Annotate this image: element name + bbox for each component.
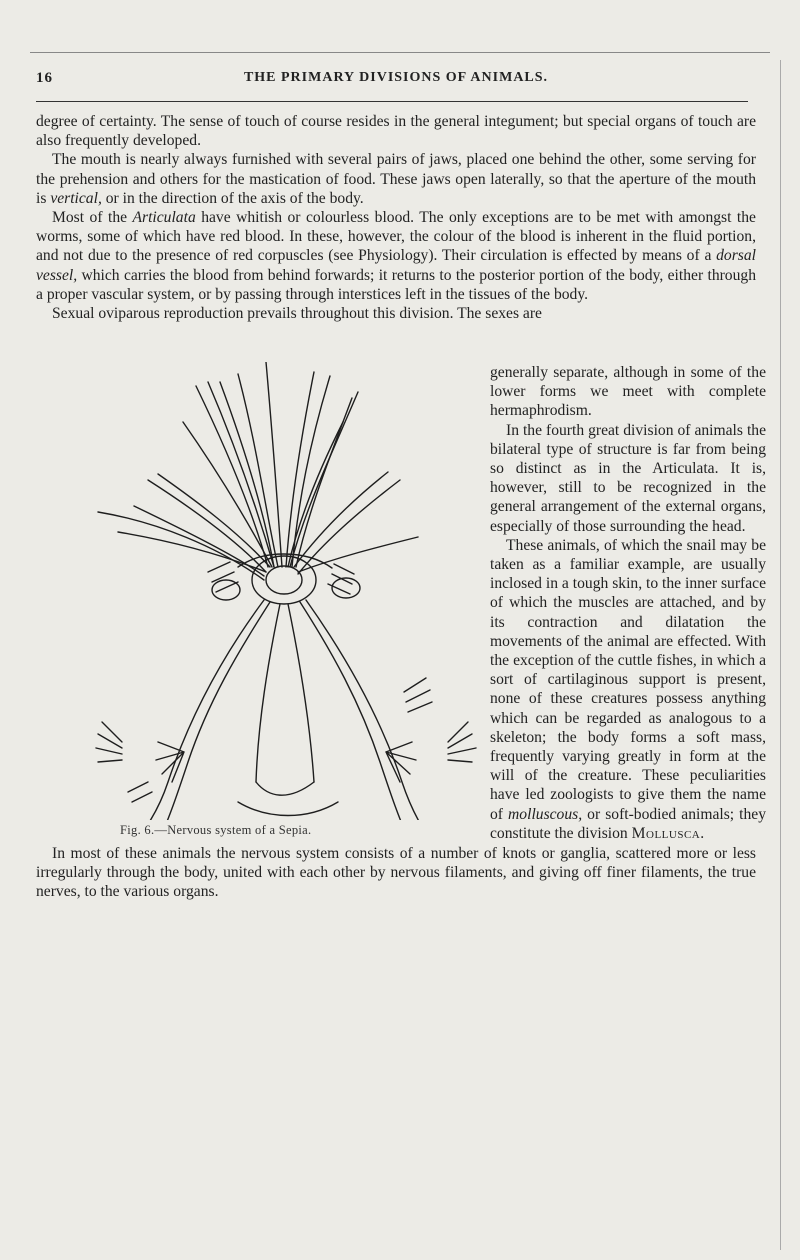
- page-header: [36, 70, 756, 92]
- paragraph-mollusca-body: These animals, of which the snail may be taken as a familiar example, are usually inclosed in a tough skin, to the inner surface of which the muscles are attached, and by its contraction and dilatation the movements of the animal are effected. With the exception of the cuttle fishes, in which a sort of cartilaginous support is present, none of these creatures possess anything which can be regarded as analogous to a skeleton; the body forms a soft mass, frequently varying greatly in form at the will of the creature. These peculiarities have led zoologists to give them the name of molluscous, or soft-bodied animals; they constitute the division Mollusca.: [490, 536, 767, 842]
- running-head: THE PRIMARY DIVISIONS OF ANIMALS.: [243, 70, 549, 85]
- wrapped-text-column: [490, 363, 766, 843]
- page-right-edge: [780, 60, 781, 1250]
- paragraph-2: The mouth is nearly always furnished with several pairs of jaws, placed one behind the other, some serving for the prehension and others for the mastication of food. These jaws open laterally, so that the aperture of the mouth is vertical, or in the direction of the axis of the body.: [36, 151, 756, 207]
- paragraph-5: In most of these animals the nervous system consists of a number of knots or ganglia, scattered more or less irregularly through the body, united with each other by nervous filaments, and giving off finer filaments, the true nerves, to the various organs.: [36, 845, 756, 901]
- paragraph-4-start: Sexual oviparous reproduction prevails throughout this division. The sexes are: [52, 305, 542, 323]
- header-rule: [36, 101, 748, 102]
- paragraph-mollusca-intro: In the fourth great division of animals the bilateral type of structure is far from being so distinct as in the Articulata. It is, however, still to be recognized in the general arrangement of the external organs, especially of those surrounding the head.: [490, 421, 766, 535]
- figure-caption: Fig. 6.—Nervous system of a Sepia.: [120, 823, 312, 837]
- paragraph-1: degree of certainty. The sense of touch of course resides in the general integument; but special organs of touch are also frequently developed.: [36, 113, 756, 150]
- paragraph-3: Most of the Articulata have whitish or colourless blood. The only exceptions are to be met with amongst the worms, some of which have red blood. In these, however, the colour of the blood is inherent in the fluid portion, and not due to the presence of red corpuscles (see Physiology). Their circulation is effected by means of a dorsal vessel, which carries the blood from behind forwards; it returns to the posterior portion of the body, either through a proper vascular system, or by passing through interstices left in the tissues of the body.: [36, 209, 756, 303]
- page-top-edge: [30, 52, 770, 53]
- figure-sepia-nervous-system: [88, 362, 484, 820]
- closing-paragraph: [36, 826, 756, 902]
- sepia-illustration: [88, 362, 484, 820]
- main-text-block: [36, 112, 756, 323]
- paragraph-4-continued: generally separate, although in some of the lower forms we meet with complete hermaphrodism.: [490, 364, 766, 420]
- page-number: 16: [36, 70, 53, 86]
